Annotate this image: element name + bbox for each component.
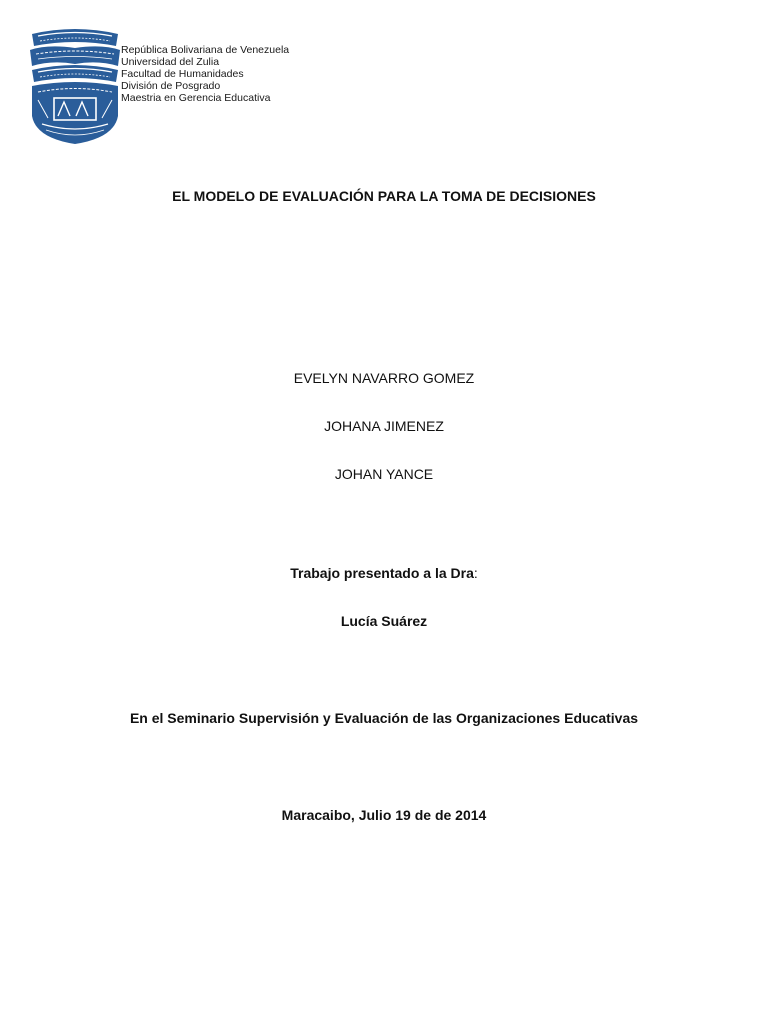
presented-to-colon: : [473, 565, 478, 581]
author-name: EVELYN NAVARRO GOMEZ [293, 370, 475, 386]
header-line-country: República Bolivariana de Venezuela [121, 44, 290, 56]
header-line-university: Universidad del Zulia [121, 56, 220, 68]
header-line-program: Maestria en Gerencia Educativa [121, 92, 271, 104]
author-name: JOHANA JIMENEZ [324, 418, 444, 434]
author-name: JOHAN YANCE [334, 466, 434, 482]
presented-to-text: Trabajo presentado a la Dra [290, 565, 474, 581]
professor-name: Lucía Suárez [340, 613, 428, 629]
presented-to-line [0, 565, 768, 581]
institution-header [121, 44, 289, 104]
document-title: EL MODELO DE EVALUACIÓN PARA LA TOMA DE DECISIONES [172, 188, 596, 204]
university-seal-icon [28, 26, 122, 146]
header-line-division: División de Posgrado [121, 80, 221, 92]
header-line-faculty: Facultad de Humanidades [121, 68, 244, 80]
seminar-line: En el Seminario Supervisión y Evaluación de las Organizaciones Educativas [129, 710, 639, 726]
place-date-line: Maracaibo, Julio 19 de de 2014 [281, 807, 487, 823]
